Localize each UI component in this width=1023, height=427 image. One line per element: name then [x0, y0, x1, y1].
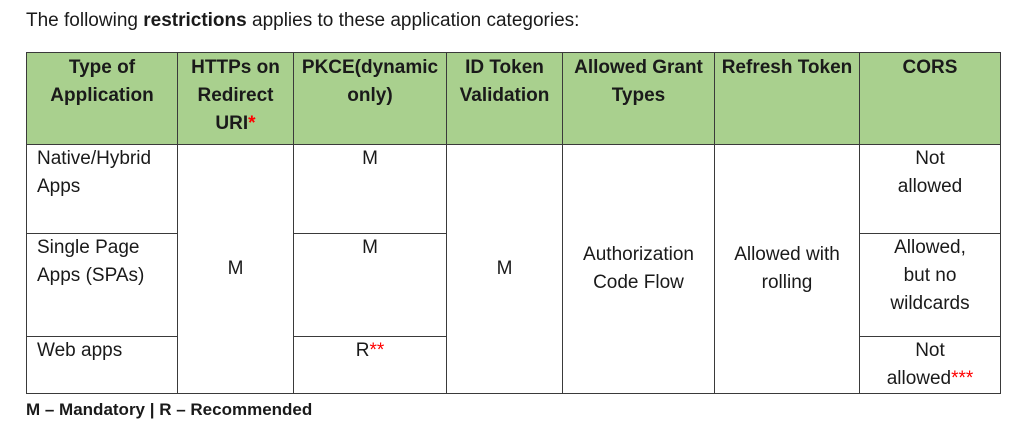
cors-cell: Allowed, but no wildcards — [860, 234, 1001, 337]
cors-cell: Not allowed — [860, 145, 1001, 234]
https-asterisk: * — [248, 113, 256, 134]
https-cell: M — [178, 145, 294, 394]
cors-cell: Not allowed*** — [860, 337, 1001, 394]
header-row — [27, 53, 1001, 145]
restrictions-table — [26, 52, 1001, 394]
header-grant-types: Allowed Grant Types — [563, 53, 715, 145]
type-cell: Native/Hybrid Apps — [27, 145, 178, 234]
header-pkce: PKCE(dynamic only) — [294, 53, 447, 145]
pkce-cell: M — [294, 145, 447, 234]
pkce-cell: R** — [294, 337, 447, 394]
refresh-token-cell: Allowed with rolling — [715, 145, 860, 394]
grant-types-cell: Authorization Code Flow — [563, 145, 715, 394]
header-id-token: ID Token Validation — [447, 53, 563, 145]
header-cors: CORS — [860, 53, 1001, 145]
type-cell: Web apps — [27, 337, 178, 394]
type-cell: Single Page Apps (SPAs) — [27, 234, 178, 337]
intro-text: The following restrictions applies to these application categories: — [26, 10, 580, 31]
legend: M – Mandatory | R – Recommended — [26, 400, 313, 419]
id-token-cell: M — [447, 145, 563, 394]
pkce-cell: M — [294, 234, 447, 337]
table-row — [27, 145, 1001, 234]
header-refresh-token: Refresh Token — [715, 53, 860, 145]
intro-bold: restrictions — [143, 10, 247, 31]
header-https: HTTPs on Redirect URI* — [178, 53, 294, 145]
header-type: Type of Application — [27, 53, 178, 145]
